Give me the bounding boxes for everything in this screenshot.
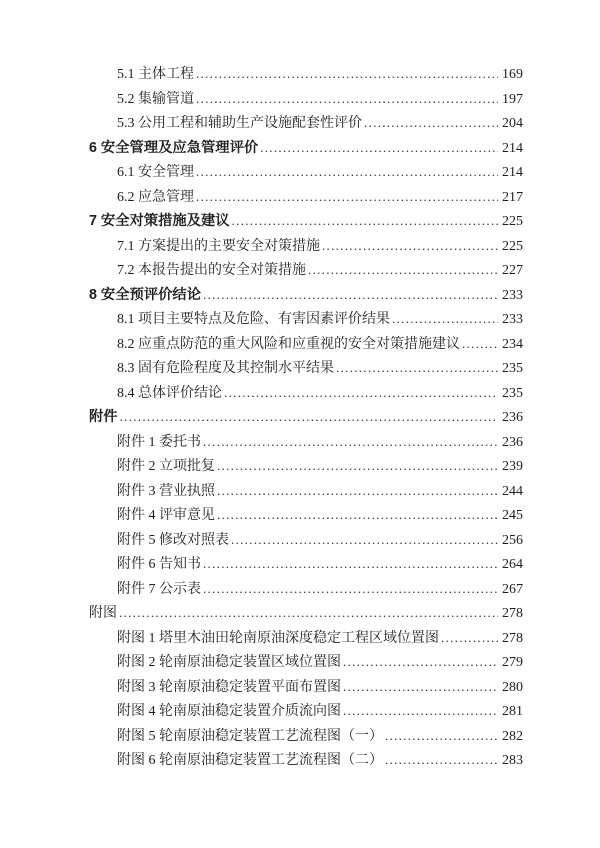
toc-entry [89, 356, 523, 381]
dot-leader [120, 405, 498, 430]
toc-entry-page: 169 [502, 67, 523, 82]
toc-entry-page: 214 [502, 140, 523, 156]
toc-entry-label: 附件 4 评审意见 [117, 508, 215, 523]
toc-entry-label: 8.1 项目主要特点及危险、有害因素评价结果 [117, 312, 390, 327]
toc-entry-label: 附图 1 塔里木油田轮南原油深度稳定工程区域位置图 [117, 630, 439, 646]
dot-leader [392, 307, 498, 332]
table-of-contents [89, 62, 523, 773]
toc-entry [89, 283, 523, 308]
toc-entry-label: 5.3 公用工程和辅助生产设施配套性评价 [117, 116, 362, 131]
dot-leader [203, 283, 498, 308]
toc-entry-label: 附图 4 轮南原油稳定装置介质流向图 [117, 704, 341, 719]
dot-leader [322, 234, 498, 259]
dot-leader [217, 479, 498, 504]
toc-entry-label: 附件 7 公示表 [117, 581, 201, 597]
toc-entry [89, 258, 523, 283]
dot-leader [224, 381, 498, 406]
toc-entry [89, 160, 523, 185]
toc-entry-label: 6.2 应急管理 [117, 189, 194, 205]
dot-leader [343, 699, 498, 724]
dot-leader [260, 136, 498, 161]
toc-entry [89, 699, 523, 724]
toc-entry-page: 267 [502, 581, 523, 597]
dot-leader [231, 528, 498, 553]
toc-entry-label: 7.1 方案提出的主要安全对策措施 [117, 238, 320, 254]
toc-entry-label: 5.1 主体工程 [117, 67, 194, 82]
toc-entry-page: 227 [502, 263, 523, 278]
toc-entry-label: 8.4 总体评价结论 [117, 385, 222, 401]
dot-leader [343, 650, 498, 675]
toc-entry [89, 209, 523, 234]
dot-leader [364, 111, 498, 136]
toc-entry [89, 748, 523, 773]
dot-leader [441, 626, 498, 651]
dot-leader [217, 503, 498, 528]
toc-entry [89, 552, 523, 577]
toc-entry-page: 244 [502, 483, 523, 499]
toc-entry-page: 256 [502, 532, 523, 548]
toc-entry-page: 234 [502, 336, 523, 352]
dot-leader [343, 675, 498, 700]
toc-entry-label: 7.2 本报告提出的安全对策措施 [117, 263, 306, 278]
dot-leader [196, 62, 498, 87]
toc-entry [89, 454, 523, 479]
toc-entry-label: 附图 2 轮南原油稳定装置区域位置图 [117, 655, 341, 670]
toc-entry [89, 479, 523, 504]
toc-entry-page: 278 [502, 606, 523, 621]
toc-entry-page: 197 [502, 91, 523, 107]
toc-entry-label: 附件 3 营业执照 [117, 483, 215, 499]
toc-entry-page: 214 [502, 165, 523, 180]
toc-entry [89, 650, 523, 675]
toc-entry-page: 279 [502, 655, 523, 670]
dot-leader [217, 454, 498, 479]
toc-entry [89, 307, 523, 332]
toc-entry [89, 503, 523, 528]
toc-entry [89, 601, 523, 626]
toc-entry-page: 235 [502, 385, 523, 401]
toc-entry [89, 626, 523, 651]
toc-entry-label: 7 安全对策措施及建议 [89, 213, 230, 229]
toc-entry-page: 233 [502, 312, 523, 327]
toc-entry [89, 185, 523, 210]
toc-entry-page: 236 [502, 434, 523, 450]
toc-entry-label: 附图 [89, 606, 117, 621]
toc-entry [89, 577, 523, 602]
dot-leader [462, 332, 498, 357]
toc-entry-page: 239 [502, 459, 523, 474]
toc-entry-label: 6.1 安全管理 [117, 165, 194, 180]
dot-leader [196, 160, 498, 185]
toc-entry [89, 332, 523, 357]
toc-entry-page: 264 [502, 557, 523, 572]
toc-entry-label: 附件 6 告知书 [117, 557, 201, 572]
toc-entry-page: 233 [502, 287, 523, 303]
toc-entry-label: 附件 5 修改对照表 [117, 532, 229, 548]
toc-entry-page: 282 [502, 728, 523, 744]
toc-entry-label: 附图 6 轮南原油稳定装置工艺流程图（二） [117, 753, 383, 768]
dot-leader [119, 601, 498, 626]
toc-entry-page: 204 [502, 116, 523, 131]
toc-entry-page: 278 [502, 630, 523, 646]
toc-entry-label: 附图 5 轮南原油稳定装置工艺流程图（一） [117, 728, 383, 744]
toc-entry-label: 附件 2 立项批复 [117, 459, 215, 474]
toc-entry [89, 724, 523, 749]
dot-leader [203, 552, 498, 577]
toc-entry [89, 62, 523, 87]
toc-entry-label: 5.2 集输管道 [117, 91, 194, 107]
toc-entry-page: 236 [502, 410, 523, 425]
toc-entry-page: 280 [502, 679, 523, 695]
dot-leader [196, 185, 498, 210]
toc-entry [89, 234, 523, 259]
toc-entry [89, 405, 523, 430]
toc-entry-page: 245 [502, 508, 523, 523]
toc-entry-label: 附图 3 轮南原油稳定装置平面布置图 [117, 679, 341, 695]
dot-leader [385, 748, 498, 773]
toc-entry-label: 8 安全预评价结论 [89, 286, 202, 303]
toc-entry [89, 528, 523, 553]
toc-entry-page: 283 [502, 753, 523, 768]
toc-entry-label: 附件 1 委托书 [117, 434, 201, 450]
toc-entry [89, 381, 523, 406]
toc-entry [89, 136, 523, 161]
toc-entry [89, 430, 523, 455]
toc-entry [89, 111, 523, 136]
dot-leader [203, 430, 498, 455]
toc-entry-page: 217 [502, 189, 523, 205]
toc-entry-label: 8.2 应重点防范的重大风险和应重视的安全对策措施建议 [117, 336, 460, 352]
dot-leader [385, 724, 498, 749]
toc-entry-page: 281 [502, 704, 523, 719]
dot-leader [336, 356, 498, 381]
dot-leader [232, 209, 498, 234]
dot-leader [196, 87, 498, 112]
toc-entry-page: 225 [502, 238, 523, 254]
dot-leader [203, 577, 498, 602]
toc-entry-page: 225 [502, 214, 523, 229]
toc-entry [89, 675, 523, 700]
toc-entry-label: 附件 [89, 409, 118, 425]
toc-entry-label: 8.3 固有危险程度及其控制水平结果 [117, 361, 334, 376]
dot-leader [308, 258, 498, 283]
toc-entry-page: 235 [502, 361, 523, 376]
toc-entry-label: 6 安全管理及应急管理评价 [89, 139, 259, 156]
toc-entry [89, 87, 523, 112]
